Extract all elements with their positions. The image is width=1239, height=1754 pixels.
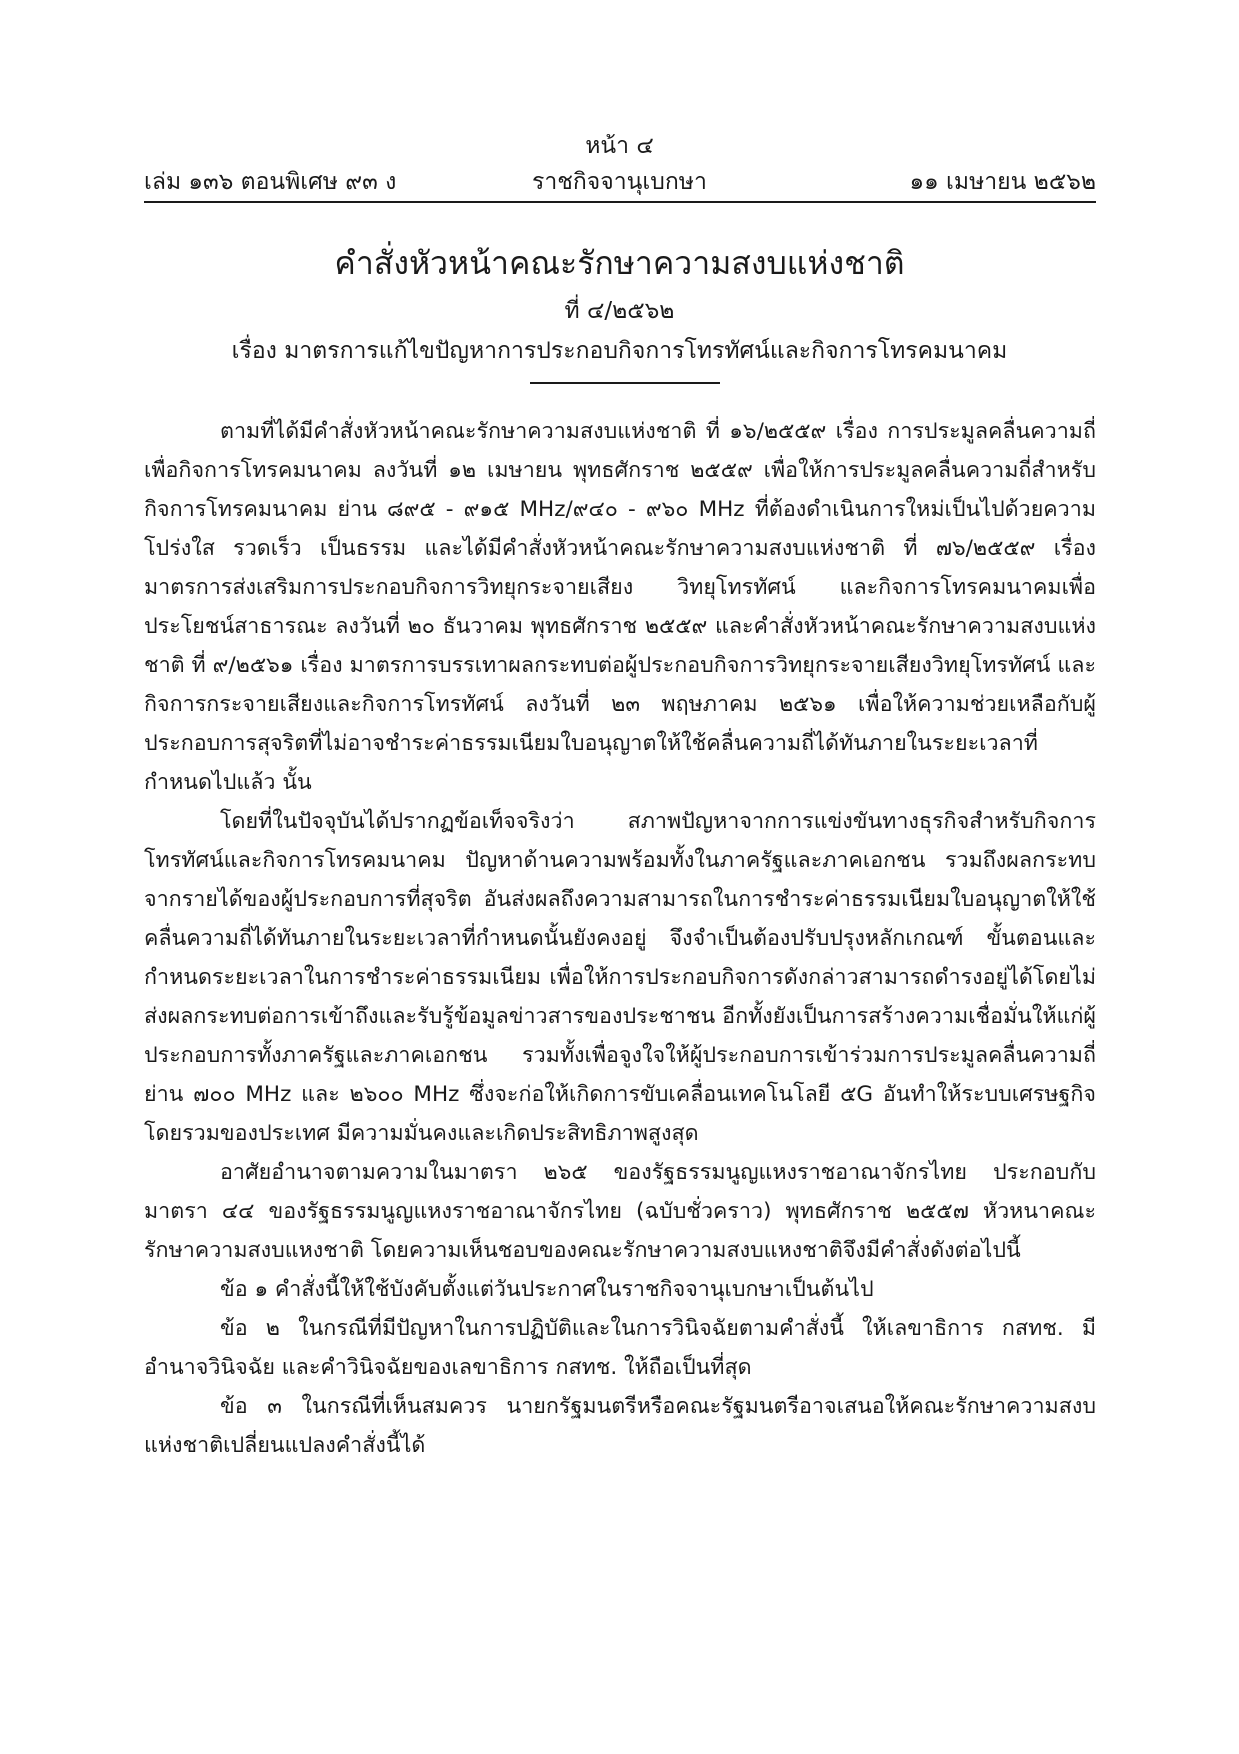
order-title: คำสั่งหัวหน้าคณะรักษาความสงบแห่งชาติ <box>334 244 905 282</box>
header-date: ๑๑ เมษายน ๒๕๖๒ <box>909 169 1096 195</box>
paragraph-rationale: โดยที่ในปัจจุบันได้ปรากฏข้อเท็จจริงว่า สภาพปัญหาจากการแข่งขันทางธุรกิจสำหรับกิจการโทรทัศน์และกิจการโทรคมนาคม ปัญหาด้านความพร้อมทั้งในภาครัฐและภาคเอกชน รวมถึงผลกระทบจากรายได้ของผู้ประกอบการที่สุจริต อันส่งผลถึงความสามารถในการชำระค่าธรรมเนียมใบอนุญาตให้ใช้คลื่นความถี่ได้ทันภายในระยะเวลาที่กำหนดนั้นยังคงอยู่ จึงจำเป็นต้องปรับปรุงหลักเกณฑ์ ขั้นตอนและกำหนดระยะเวลาในการชำระค่าธรรมเนียม เพื่อให้การประกอบกิจการดังกล่าวสามารถดำรงอยู่ได้โดยไม่ส่งผลกระทบต่อการเข้าถึงและรับรู้ข้อมูลข่าวสารของประชาชน อีกทั้งยังเป็นการสร้างความเชื่อมั่นให้แก่ผู้ประกอบการทั้งภาครัฐและภาคเอกชน รวมทั้งเพื่อจูงใจให้ผู้ประกอบการเข้าร่วมการประมูลคลื่นความถี่ย่าน ๗๐๐ MHz และ ๒๖๐๐ MHz ซึ่งจะก่อให้เกิดการขับเคลื่อนเทคโนโลยี ๕G อันทำให้ระบบเศรษฐกิจโดยรวมของประเทศ มีความมั่นคงและเกิดประสิทธิภาพสูงสุด <box>144 809 1096 1146</box>
header-gazette-name: ราชกิจจานุเบกษา <box>532 169 707 195</box>
header-volume: เล่ม ๑๓๖ ตอนพิเศษ ๙๓ ง <box>144 169 397 195</box>
order-number: ที่ ๔/๒๕๖๒ <box>564 298 675 324</box>
gazette-header <box>144 164 1096 198</box>
title-divider <box>530 382 720 384</box>
header-divider <box>144 201 1096 203</box>
order-subject: เรื่อง มาตรการแก้ไขปัญหาการประกอบกิจการโทรทัศน์และกิจการโทรคมนาคม <box>231 338 1008 364</box>
page-number: หน้า ๔ <box>585 133 654 159</box>
order-body <box>144 412 1096 1465</box>
clause-1: ข้อ ๑ คำสั่งนี้ให้ใช้บังคับตั้งแต่วันประกาศในราชกิจจานุเบกษาเป็นต้นไป <box>220 1277 874 1302</box>
clause-2: ข้อ ๒ ในกรณีที่มีปัญหาในการปฏิบัติและในการวินิจฉัยตามคำสั่งนี้ ให้เลขาธิการ กสทช. มีอำนาจวินิจฉัย และคำวินิจฉัยของเลขาธิการ กสทช. ให้ถือเป็นที่สุด <box>144 1316 1096 1380</box>
paragraph-background: ตามที่ได้มีคำสั่งหัวหน้าคณะรักษาความสงบแห่งชาติ ที่ ๑๖/๒๕๕๙ เรื่อง การประมูลคลื่นความถี่เพื่อกิจการโทรคมนาคม ลงวันที่ ๑๒ เมษายน พุทธศักราช ๒๕๕๙ เพื่อให้การประมูลคลื่นความถี่สำหรับกิจการโทรคมนาคม ย่าน ๘๙๕ - ๙๑๕ MHz/๙๔๐ - ๙๖๐ MHz ที่ต้องดำเนินการใหม่เป็นไปด้วยความโปร่งใส รวดเร็ว เป็นธรรม และได้มีคำสั่งหัวหน้าคณะรักษาความสงบแห่งชาติ ที่ ๗๖/๒๕๕๙ เรื่อง มาตรการส่งเสริมการประกอบกิจการวิทยุกระจายเสียง วิทยุโทรทัศน์ และกิจการโทรคมนาคมเพื่อประโยชน์สาธารณะ ลงวันที่ ๒๐ ธันวาคม พุทธศักราช ๒๕๕๙ และคำสั่งหัวหน้าคณะรักษาความสงบแห่งชาติ ที่ ๙/๒๕๖๑ เรื่อง มาตรการบรรเทาผลกระทบต่อผู้ประกอบกิจการวิทยุกระจายเสียงวิทยุโทรทัศน์ และกิจการกระจายเสียงและกิจการโทรทัศน์ ลงวันที่ ๒๓ พฤษภาคม ๒๕๖๑ เพื่อให้ความช่วยเหลือกับผู้ประกอบการสุจริตที่ไม่อาจชำระค่าธรรมเนียมใบอนุญาตให้ใช้คลื่นความถี่ได้ทันภายในระยะเวลาที่กำหนดไปแล้ว นั้น <box>144 419 1096 795</box>
clause-3: ข้อ ๓ ในกรณีที่เห็นสมควร นายกรัฐมนตรีหรือคณะรัฐมนตรีอาจเสนอให้คณะรักษาความสงบแห่งชาติเปลี่ยนแปลงคำสั่งนี้ได้ <box>144 1394 1096 1458</box>
paragraph-authority: อาศัยอำนาจตามความในมาตรา ๒๖๕ ของรัฐธรรมนูญแหงราชอาณาจักรไทย ประกอบกับมาตรา ๔๔ ของรัฐธรรมนูญแหงราชอาณาจักรไทย (ฉบับชั่วคราว) พุทธศักราช ๒๕๕๗ หัวหนาคณะรักษาความสงบแหงชาติ โดยความเห็นชอบของคณะรักษาความสงบแหงชาติจึงมีคำสั่งดังต่อไปนี้ <box>144 1160 1096 1263</box>
